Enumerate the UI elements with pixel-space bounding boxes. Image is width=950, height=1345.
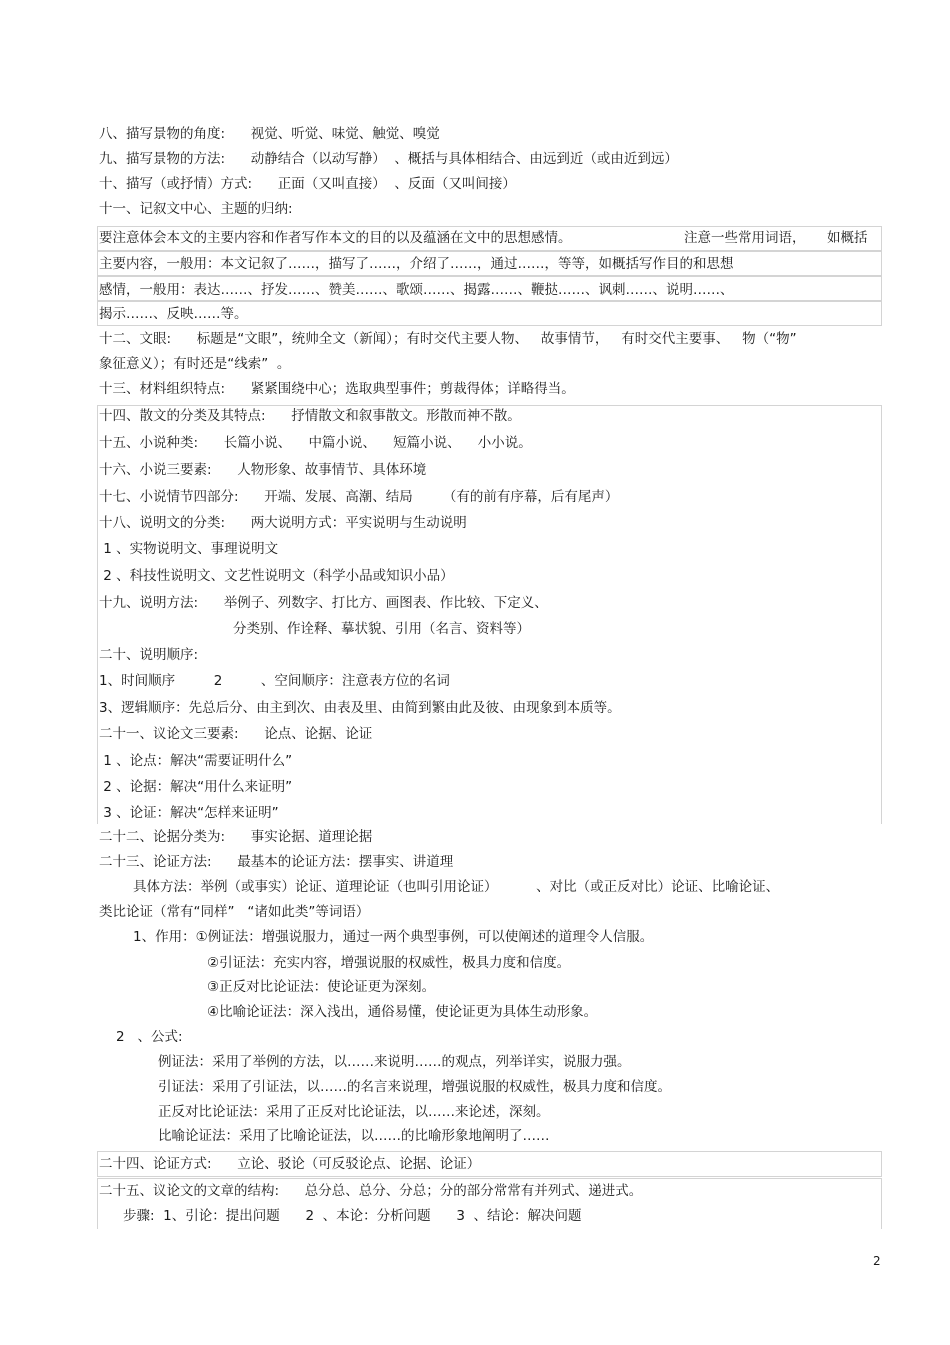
page-number: 2 <box>873 1254 881 1268</box>
line-21: 二十一、议论文三要素: 论点、论据、论证 <box>99 726 373 742</box>
line-12: 十二、文眼: 标题是“文眼”，统帅全文（新闻）；有时交代主要人物、 故事情节， 有时交代主要事、 物（“物” <box>99 331 797 347</box>
line-11d: 揭示……、反映……等。 <box>99 306 248 322</box>
line-21c: 3 、论证：解决“怎样来证明” <box>99 805 279 821</box>
line-11a: 要注意体会本文的主要内容和作者写作本文的目的以及蕴涵在文中的思想感情。 <box>99 230 572 246</box>
line-18: 十八、说明文的分类: 两大说明方式：平实说明与生动说明 <box>99 515 467 531</box>
line-10: 十、描写（或抒情）方式: 正面（又叫直接） 、反面（又叫间接） <box>99 176 516 192</box>
summary-divider-1 <box>97 250 882 252</box>
line-17: 十七、小说情节四部分: 开端、发展、高潮、结局 （有的前有序幕，后有尾声） <box>99 489 619 505</box>
line-14: 十四、散文的分类及其特点: 抒情散文和叙事散文。形散而神不散。 <box>99 408 521 424</box>
line-21a: 1 、论点：解决“需要证明什么” <box>99 753 293 769</box>
line-16: 十六、小说三要素: 人物形象、故事情节、具体环境 <box>99 462 427 478</box>
line-23g: 2 、公式: <box>116 1029 183 1045</box>
line-22: 二十二、论据分类为: 事实论据、道理论据 <box>99 829 373 845</box>
line-23k: 比喻论证法：采用了比喻论证法，以……的比喻形象地阐明了…… <box>158 1128 550 1144</box>
line-24: 二十四、论证方式: 立论、驳论（可反驳论点、论据、论证） <box>99 1156 481 1172</box>
line-11b: 主要内容，一般用：本文记叙了……，描写了……，介绍了……，通过……，等等，如概括写作目的和思想 <box>99 256 734 272</box>
line-09: 九、描写景物的方法: 动静结合（以动写静） 、概括与具体相结合、由远到近（或由近到远） <box>99 151 678 167</box>
summary-divider-2 <box>97 275 882 277</box>
line-11c: 感情，一般用：表达……、抒发……、赞美……、歌颂……、揭露……、鞭挞……、讽刺……、说明……、 <box>99 282 734 298</box>
line-19: 十九、说明方法: 举例子、列数字、打比方、画图表、作比较、下定义、 <box>99 595 548 611</box>
line-23e: ③正反对比论证法：使论证更为深刻。 <box>207 979 436 995</box>
line-18b: 2 、科技性说明文、文艺性说明文（科学小品或知识小品） <box>99 568 454 584</box>
line-23: 二十三、论证方法: 最基本的论证方法：摆事实、讲道理 <box>99 854 454 870</box>
line-21b: 2 、论据：解决“用什么来证明” <box>99 779 293 795</box>
line-19b: 分类别、作诠释、摹状貌、引用（名言、资料等） <box>233 621 530 637</box>
line-18a: 1 、实物说明文、事理说明文 <box>99 541 279 557</box>
summary-divider-3 <box>97 300 882 302</box>
line-23h: 例证法：采用了举例的方法，以……来说明……的观点，列举详实，说服力强。 <box>158 1054 631 1070</box>
line-20a: 1、时间顺序 2 、空间顺序：注意表方位的名词 <box>99 673 450 689</box>
line-12b: 象征意义）；有时还是“线索” 。 <box>99 356 291 372</box>
line-23i: 引证法：采用了引证法，以……的名言来说理，增强说服的权威性，极具力度和信度。 <box>158 1079 671 1095</box>
line-25a: 步骤: 1、引论：提出问题 2 、本论：分析问题 3 、结论：解决问题 <box>123 1208 582 1224</box>
line-11: 十一、记叙文中心、主题的归纳: <box>99 201 293 217</box>
line-11a-tail: 注意一些常用词语， 如概括 <box>684 230 868 246</box>
line-25: 二十五、议论文的文章的结构: 总分总、总分、分总；分的部分常常有并列式、递进式。 <box>99 1183 643 1199</box>
line-23f: ④比喻论证法：深入浅出，通俗易懂，使论证更为具体生动形象。 <box>207 1004 598 1020</box>
line-15: 十五、小说种类: 长篇小说、 中篇小说、 短篇小说、 小小说。 <box>99 435 532 451</box>
line-13: 十三、材料组织特点: 紧紧围绕中心；选取典型事件；剪裁得体；详略得当。 <box>99 381 575 397</box>
line-23c: 1、作用：①例证法：增强说服力，通过一两个典型事例，可以使阐述的道理令人信服。 <box>133 929 654 945</box>
line-23a: 具体方法：举例（或事实）论证、道理论证（也叫引用论证） 、对比（或正反对比）论证、比喻论证、 <box>133 879 780 895</box>
line-23j: 正反对比论证法：采用了正反对比论证法，以……来论述，深刻。 <box>158 1104 550 1120</box>
line-08: 八、描写景物的角度: 视觉、听觉、味觉、触觉、嗅觉 <box>99 126 440 142</box>
line-20b: 3、逻辑顺序：先总后分、由主到次、由表及里、由简到繁由此及彼、由现象到本质等。 <box>99 700 621 716</box>
line-20: 二十、说明顺序: <box>99 647 199 663</box>
line-23d: ②引证法：充实内容，增强说服的权威性，极具力度和信度。 <box>207 955 571 971</box>
line-23b: 类比论证（常有“同样” “诸如此类”等词语） <box>99 904 370 920</box>
